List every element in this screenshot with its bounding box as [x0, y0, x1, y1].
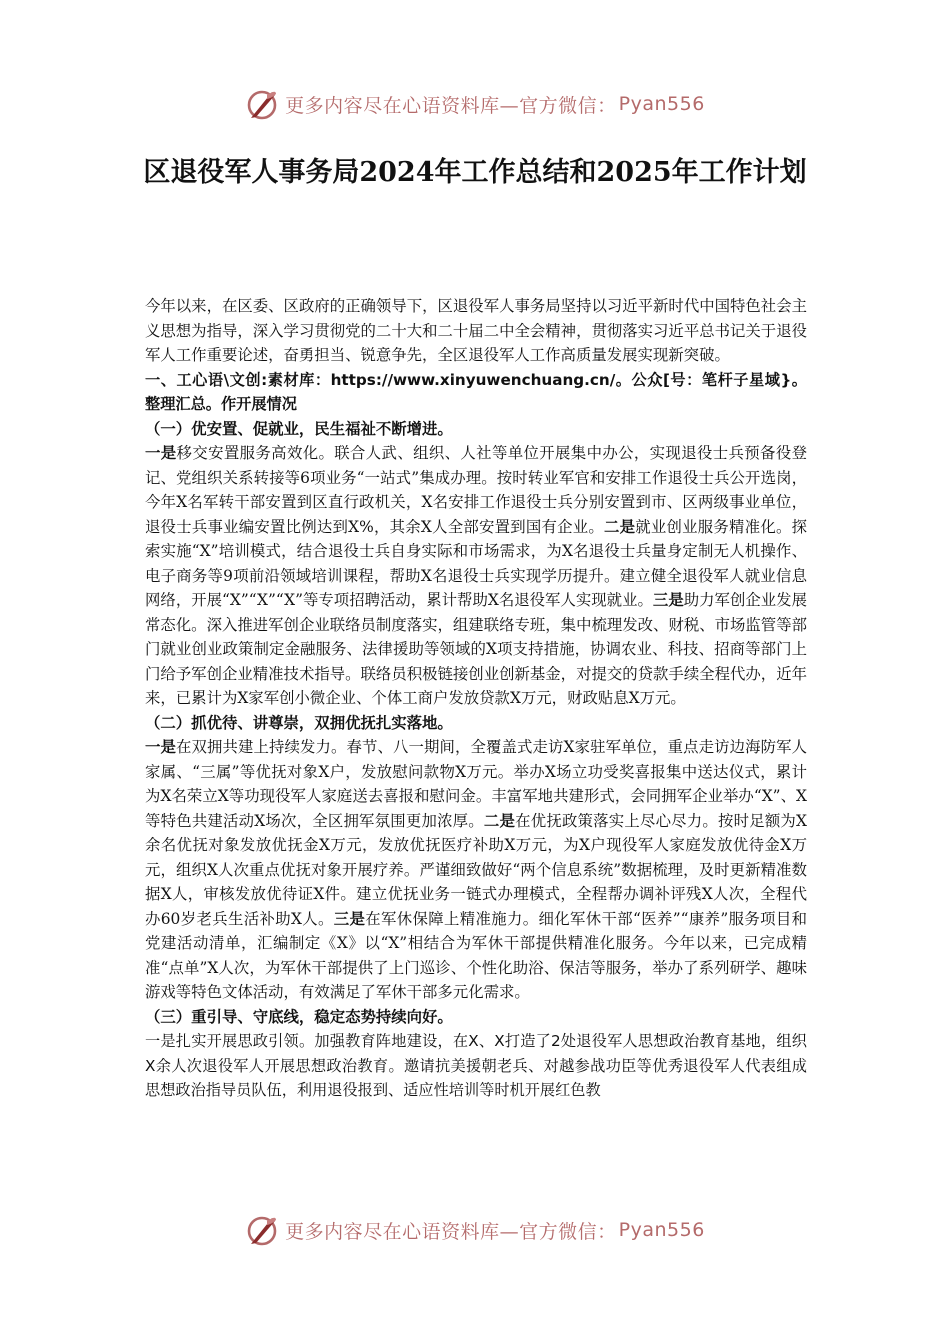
subsection-heading-1: （一）优安置、促就业，民生福祉不断增进。	[145, 419, 453, 438]
lead-marker: 二是	[483, 811, 516, 830]
section-heading-1: 一、工心语\文创:素材库：https://www.xinyuwenchuang.cn/。公众[号：笔杆子星域}。整理汇总。作开展情况	[145, 370, 807, 413]
wechat-id: Pyan556	[618, 93, 705, 115]
banner-text: 更多内容尽在心语资料库—官方微信：	[285, 1220, 617, 1243]
subsection-heading-2: （二）抓优待、讲尊崇，双拥优抚扎实落地。	[145, 713, 453, 732]
lead-marker: 三是	[333, 909, 366, 928]
banner-text: 更多内容尽在心语资料库—官方微信：	[285, 94, 617, 117]
lead-marker: 一是	[145, 444, 177, 462]
paragraph-text: 在军休保障上精准施力。细化军休干部“医养”“康养”服务项目和党建活动清单，汇编制定《X》以“X”相结合为军休干部提供精准化服务。今年以来，已完成精准“点单”X人次，为军休干部提供了上门巡诊、个性化助浴、保洁等服务，举办了系列研学、趣味游戏等特色文体活动，有效满足了军休干部多元化需求。	[145, 909, 807, 1001]
quill-logo-icon	[245, 1213, 279, 1247]
wechat-id: Pyan556	[618, 1219, 705, 1241]
document-body	[145, 294, 807, 1103]
document-title: 区退役军人事务局2024年工作总结和2025年工作计划	[143, 157, 807, 188]
lead-marker: 一是	[145, 738, 177, 756]
lead-marker: 一是	[145, 1032, 176, 1050]
subsection-3-paragraph	[145, 1029, 807, 1103]
paragraph-text: 在双拥共建上持续发力。春节、八一期间，全覆盖式走访X家驻军单位，重点走访边海防军人家属、“三属”等优抚对象X户，发放慰问款物X万元。举办X场立功受奖喜报集中送达仪式，累计为X名荣立X等功现役军人家庭送去喜报和慰问金。丰富军地共建形式，会同拥军企业举办“X”、X等特色共建活动X场次，全区拥军氛围更加浓厚。	[145, 738, 807, 830]
subsection-2-paragraph	[145, 735, 807, 1005]
paragraph-text: 在优抚政策落实上尽心尽力。按时足额为X余名优抚对象发放优抚金X万元，发放优抚医疗补助X万元，为X户现役军人家庭发放优待金X万元，组织X人次重点优抚对象开展疗养。严谨细致做好“两个信息系统”数据梳理，及时更新精准数据X人，审核发放优待证X件。建立优抚业务一链式办理模式，全程帮办调补评残X人次，全程代办60岁老兵生活补助X人。	[145, 811, 807, 928]
lead-marker: 三是	[652, 591, 684, 609]
paragraph-text: 就业创业服务精准化。探索实施“X”培训模式，结合退役士兵自身实际和市场需求，为X名退役士兵量身定制无人机操作、电子商务等9项前沿领域培训课程，帮助X名退役士兵实现学历提升。建立健全退役军人就业信息网络，开展“X”“X”“X”等专项招聘活动，累计帮助X名退役军人实现就业。	[145, 517, 807, 609]
lead-marker: 二是	[604, 517, 636, 536]
watermark-banner-top	[0, 84, 950, 124]
watermark-banner-bottom	[0, 1210, 950, 1250]
paragraph-text: 助力军创企业发展常态化。深入推进军创企业联络员制度落实，组建联络专班，集中梳理发改、财税、市场监管等部门就业创业政策制定金融服务、法律援助等领域的X项支持措施，协调农业、科技、招商等部门上门给予军创企业精准技术指导。联络员积极链接创业创新基金，对提交的贷款手续全程代办，近年来，已累计为X家军创小微企业、个体工商户发放贷款X万元，财政贴息X万元。	[145, 591, 807, 707]
quill-logo-icon	[245, 87, 279, 121]
paragraph-text: 扎实开展思政引领。加强教育阵地建设，在X、X打造了2处退役军人思想政治教育基地，组织X余人次退役军人开展思想政治教育。邀请抗美援朝老兵、对越参战功臣等优秀退役军人代表组成思想政治指导员队伍，利用退役报到、适应性培训等时机开展红色教	[145, 1032, 807, 1099]
subsection-heading-3: （三）重引导、守底线，稳定态势持续向好。	[145, 1007, 453, 1026]
intro-paragraph: 今年以来，在区委、区政府的正确领导下，区退役军人事务局坚持以习近平新时代中国特色社会主义思想为指导，深入学习贯彻党的二十大和二十届二中全会精神，贯彻落实习近平总书记关于退役军人工作重要论述，奋勇担当、锐意争先，全区退役军人工作高质量发展实现新突破。	[145, 297, 807, 364]
subsection-1-paragraph	[145, 441, 807, 711]
paragraph-text: 移交安置服务高效化。联合人武、组织、人社等单位开展集中办公，实现退役士兵预备役登记、党组织关系转接等6项业务“一站式”集成办理。按时转业军官和安排工作退役士兵公开选岗，今年X名军转干部安置到区直行政机关，X名安排工作退役士兵分别安置到市、区两级事业单位，退役士兵事业编安置比例达到X%，其余X人全部安置到国有企业。	[145, 444, 807, 536]
